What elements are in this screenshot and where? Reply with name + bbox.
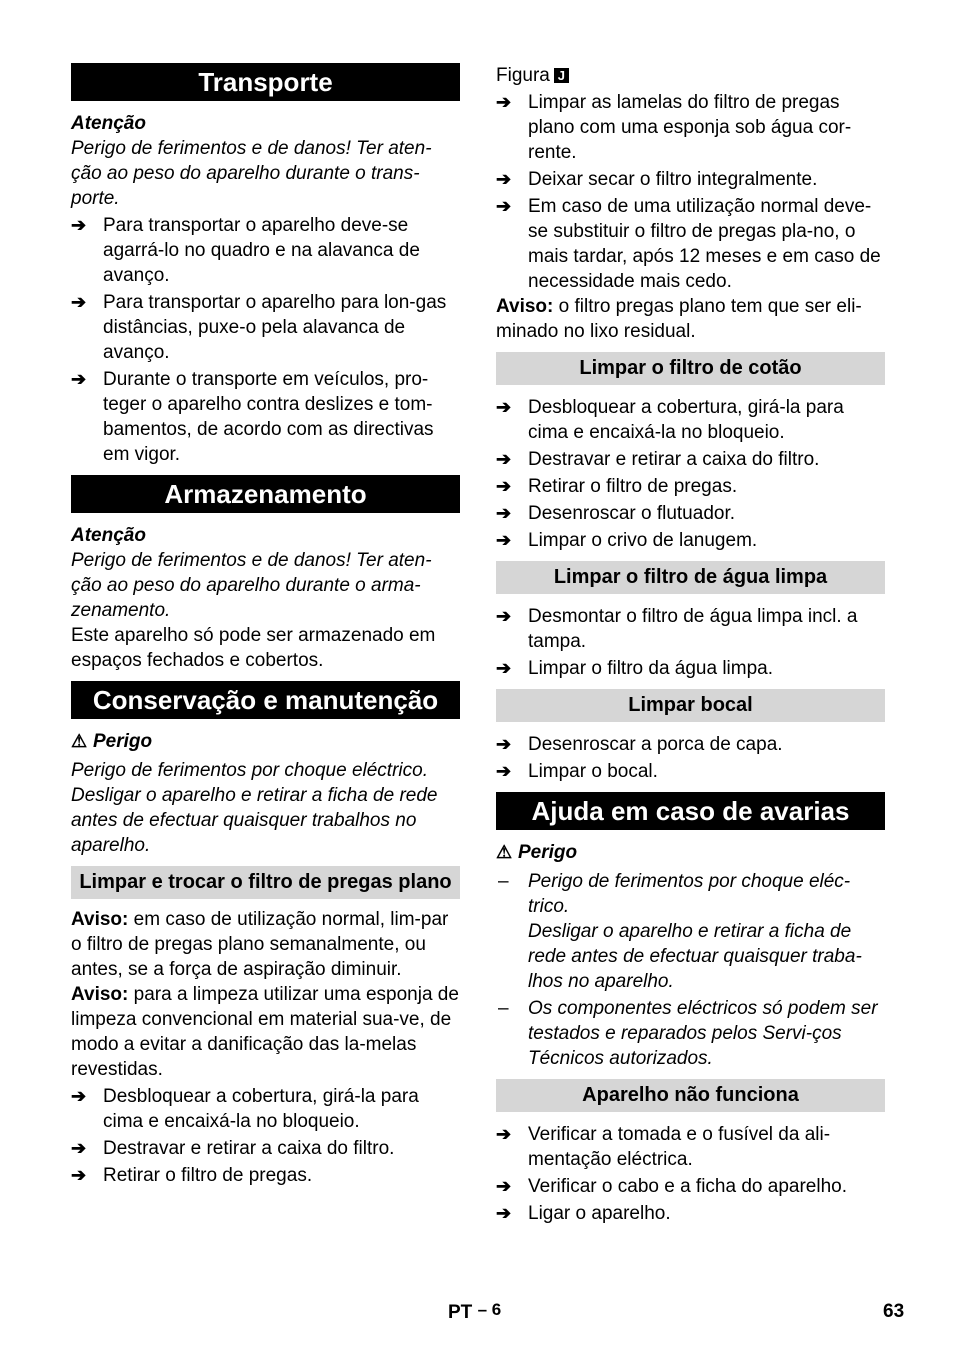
list-item: ➔ Limpar o bocal. bbox=[496, 761, 658, 782]
aviso-paragraph: Aviso: para a limpeza utilizar uma esponja de limpeza convencional em material sua-ve, de modo a evitar a danificação das la-melas revestidas. bbox=[71, 984, 459, 1080]
warning-text: Perigo de ferimentos e de danos! Ter aten-ção ao peso do aparelho durante o trans-porte. bbox=[71, 138, 432, 209]
storage-text: Este aparelho só pode ser armazenado em espaços fechados e cobertos. bbox=[71, 625, 436, 671]
list-item: ➔ Desmontar o filtro de água limpa incl. a tampa. bbox=[496, 606, 858, 652]
arrow-icon: ➔ bbox=[496, 169, 512, 189]
arrow-icon: ➔ bbox=[71, 1138, 87, 1158]
arrow-icon: ➔ bbox=[71, 215, 87, 235]
list-item: ➔ Desbloquear a cobertura, girá-la para cima e encaixá-la no bloqueio. bbox=[496, 397, 844, 443]
list-item: ➔ Retirar o filtro de pregas. bbox=[496, 476, 738, 497]
right-column bbox=[496, 63, 885, 1226]
heading-agua-limpa: Limpar o filtro de água limpa bbox=[496, 561, 885, 594]
warning-label: Atenção bbox=[71, 113, 146, 134]
arrow-icon: ➔ bbox=[71, 369, 87, 389]
heading-nao-funciona: Aparelho não funciona bbox=[496, 1079, 885, 1112]
left-column bbox=[71, 63, 460, 1188]
dash-marker: – bbox=[498, 998, 509, 1019]
list-item: ➔ Em caso de uma utilização normal deve-se substituir o filtro de pregas pla-no, o mais tardar, após 12 meses e em caso de necessidade mais cedo. bbox=[496, 196, 881, 292]
arrow-icon: ➔ bbox=[496, 530, 512, 550]
arrow-icon: ➔ bbox=[71, 292, 87, 312]
arrow-icon: ➔ bbox=[496, 606, 512, 626]
figure-letter-box: J bbox=[554, 68, 569, 83]
arrow-icon: ➔ bbox=[496, 503, 512, 523]
heading-filtro-pregas: Limpar e trocar o filtro de pregas plano bbox=[71, 866, 460, 899]
arrow-icon: ➔ bbox=[71, 1086, 87, 1106]
warning-triangle-icon: ⚠ bbox=[496, 842, 513, 862]
footer-language-page: PT – 6 bbox=[448, 1300, 502, 1323]
page-number: 63 bbox=[883, 1301, 905, 1322]
aviso-paragraph: Aviso: em caso de utilização normal, lim-par o filtro de pregas plano semanalmente, ou antes, se a força de aspiração diminuir. bbox=[71, 909, 449, 980]
list-item: ➔ Desenroscar a porca de capa. bbox=[496, 734, 783, 755]
list-item: ➔ Verificar a tomada e o fusível da ali-mentação eléctrica. bbox=[496, 1124, 831, 1170]
list-item: ➔ Retirar o filtro de pregas. bbox=[71, 1165, 313, 1186]
danger-title: ⚠ Perigo bbox=[71, 731, 153, 752]
list-item: ➔ Desbloquear a cobertura, girá-la para cima e encaixá-la no bloqueio. bbox=[71, 1086, 419, 1132]
list-item: ➔ Deixar secar o filtro integralmente. bbox=[496, 169, 818, 190]
warning-text: Perigo de ferimentos e de danos! Ter aten-ção ao peso do aparelho durante o arma-zenamento. bbox=[71, 550, 432, 621]
heading-conservacao: Conservação e manutenção bbox=[71, 681, 460, 719]
arrow-icon: ➔ bbox=[496, 449, 512, 469]
list-item: ➔ Limpar o crivo de lanugem. bbox=[496, 530, 758, 551]
arrow-icon: ➔ bbox=[496, 476, 512, 496]
list-item: ➔ Destravar e retirar a caixa do filtro. bbox=[496, 449, 820, 470]
list-item: ➔ Limpar as lamelas do filtro de pregas plano com uma esponja sob água cor-rente. bbox=[496, 92, 852, 163]
arrow-icon: ➔ bbox=[496, 397, 512, 417]
list-item: ➔ Durante o transporte em veículos, pro-teger o aparelho contra deslizes e tom-bamentos, de acordo com as directivas em vigor. bbox=[71, 369, 434, 465]
heading-transporte: Transporte bbox=[71, 63, 460, 101]
aviso-paragraph: Aviso: o filtro pregas plano tem que ser eli-minado no lixo residual. bbox=[496, 296, 862, 342]
heading-avarias: Ajuda em caso de avarias bbox=[496, 792, 885, 830]
list-item: – Os componentes eléctricos só podem ser testados e reparados pelos Servi-ços Técnicos autorizados. bbox=[498, 998, 878, 1069]
arrow-icon: ➔ bbox=[496, 1176, 512, 1196]
arrow-icon: ➔ bbox=[496, 734, 512, 754]
arrow-icon: ➔ bbox=[496, 1203, 512, 1223]
dash-marker: – bbox=[498, 871, 509, 892]
list-item: ➔ Para transportar o aparelho para lon-gas distâncias, puxe-o pela alavanca de avanço. bbox=[71, 292, 447, 363]
danger-title: ⚠ Perigo bbox=[496, 842, 578, 863]
arrow-icon: ➔ bbox=[496, 92, 512, 112]
list-item: ➔ Ligar o aparelho. bbox=[496, 1203, 671, 1224]
warning-triangle-icon: ⚠ bbox=[71, 731, 88, 751]
list-item: – Perigo de ferimentos por choque eléc-trico. Desligar o aparelho e retirar a ficha de rede antes de efectuar quaisquer traba-lhos no aparelho. bbox=[498, 871, 862, 992]
arrow-icon: ➔ bbox=[496, 1124, 512, 1144]
list-item: ➔ Verificar o cabo e a ficha do aparelho. bbox=[496, 1176, 847, 1197]
list-item: ➔ Para transportar o aparelho deve-se agarrá-lo no quadro e na alavanca de avanço. bbox=[71, 215, 420, 286]
heading-bocal: Limpar bocal bbox=[496, 689, 885, 722]
list-item: ➔ Destravar e retirar a caixa do filtro. bbox=[71, 1138, 395, 1159]
arrow-icon: ➔ bbox=[496, 658, 512, 678]
danger-text: Perigo de ferimentos por choque eléctrico. Desligar o aparelho e retirar a ficha de rede antes de efectuar quaisquer trabalhos no aparelho. bbox=[71, 760, 438, 856]
arrow-icon: ➔ bbox=[496, 761, 512, 781]
list-item: ➔ Desenroscar o flutuador. bbox=[496, 503, 736, 524]
heading-armazenamento: Armazenamento bbox=[71, 475, 460, 513]
arrow-icon: ➔ bbox=[496, 196, 512, 216]
warning-label: Atenção bbox=[71, 525, 146, 546]
figure-ref: Figura J bbox=[496, 63, 885, 88]
list-item: ➔ Limpar o filtro da água limpa. bbox=[496, 658, 774, 679]
arrow-icon: ➔ bbox=[71, 1165, 87, 1185]
heading-cotao: Limpar o filtro de cotão bbox=[496, 352, 885, 385]
